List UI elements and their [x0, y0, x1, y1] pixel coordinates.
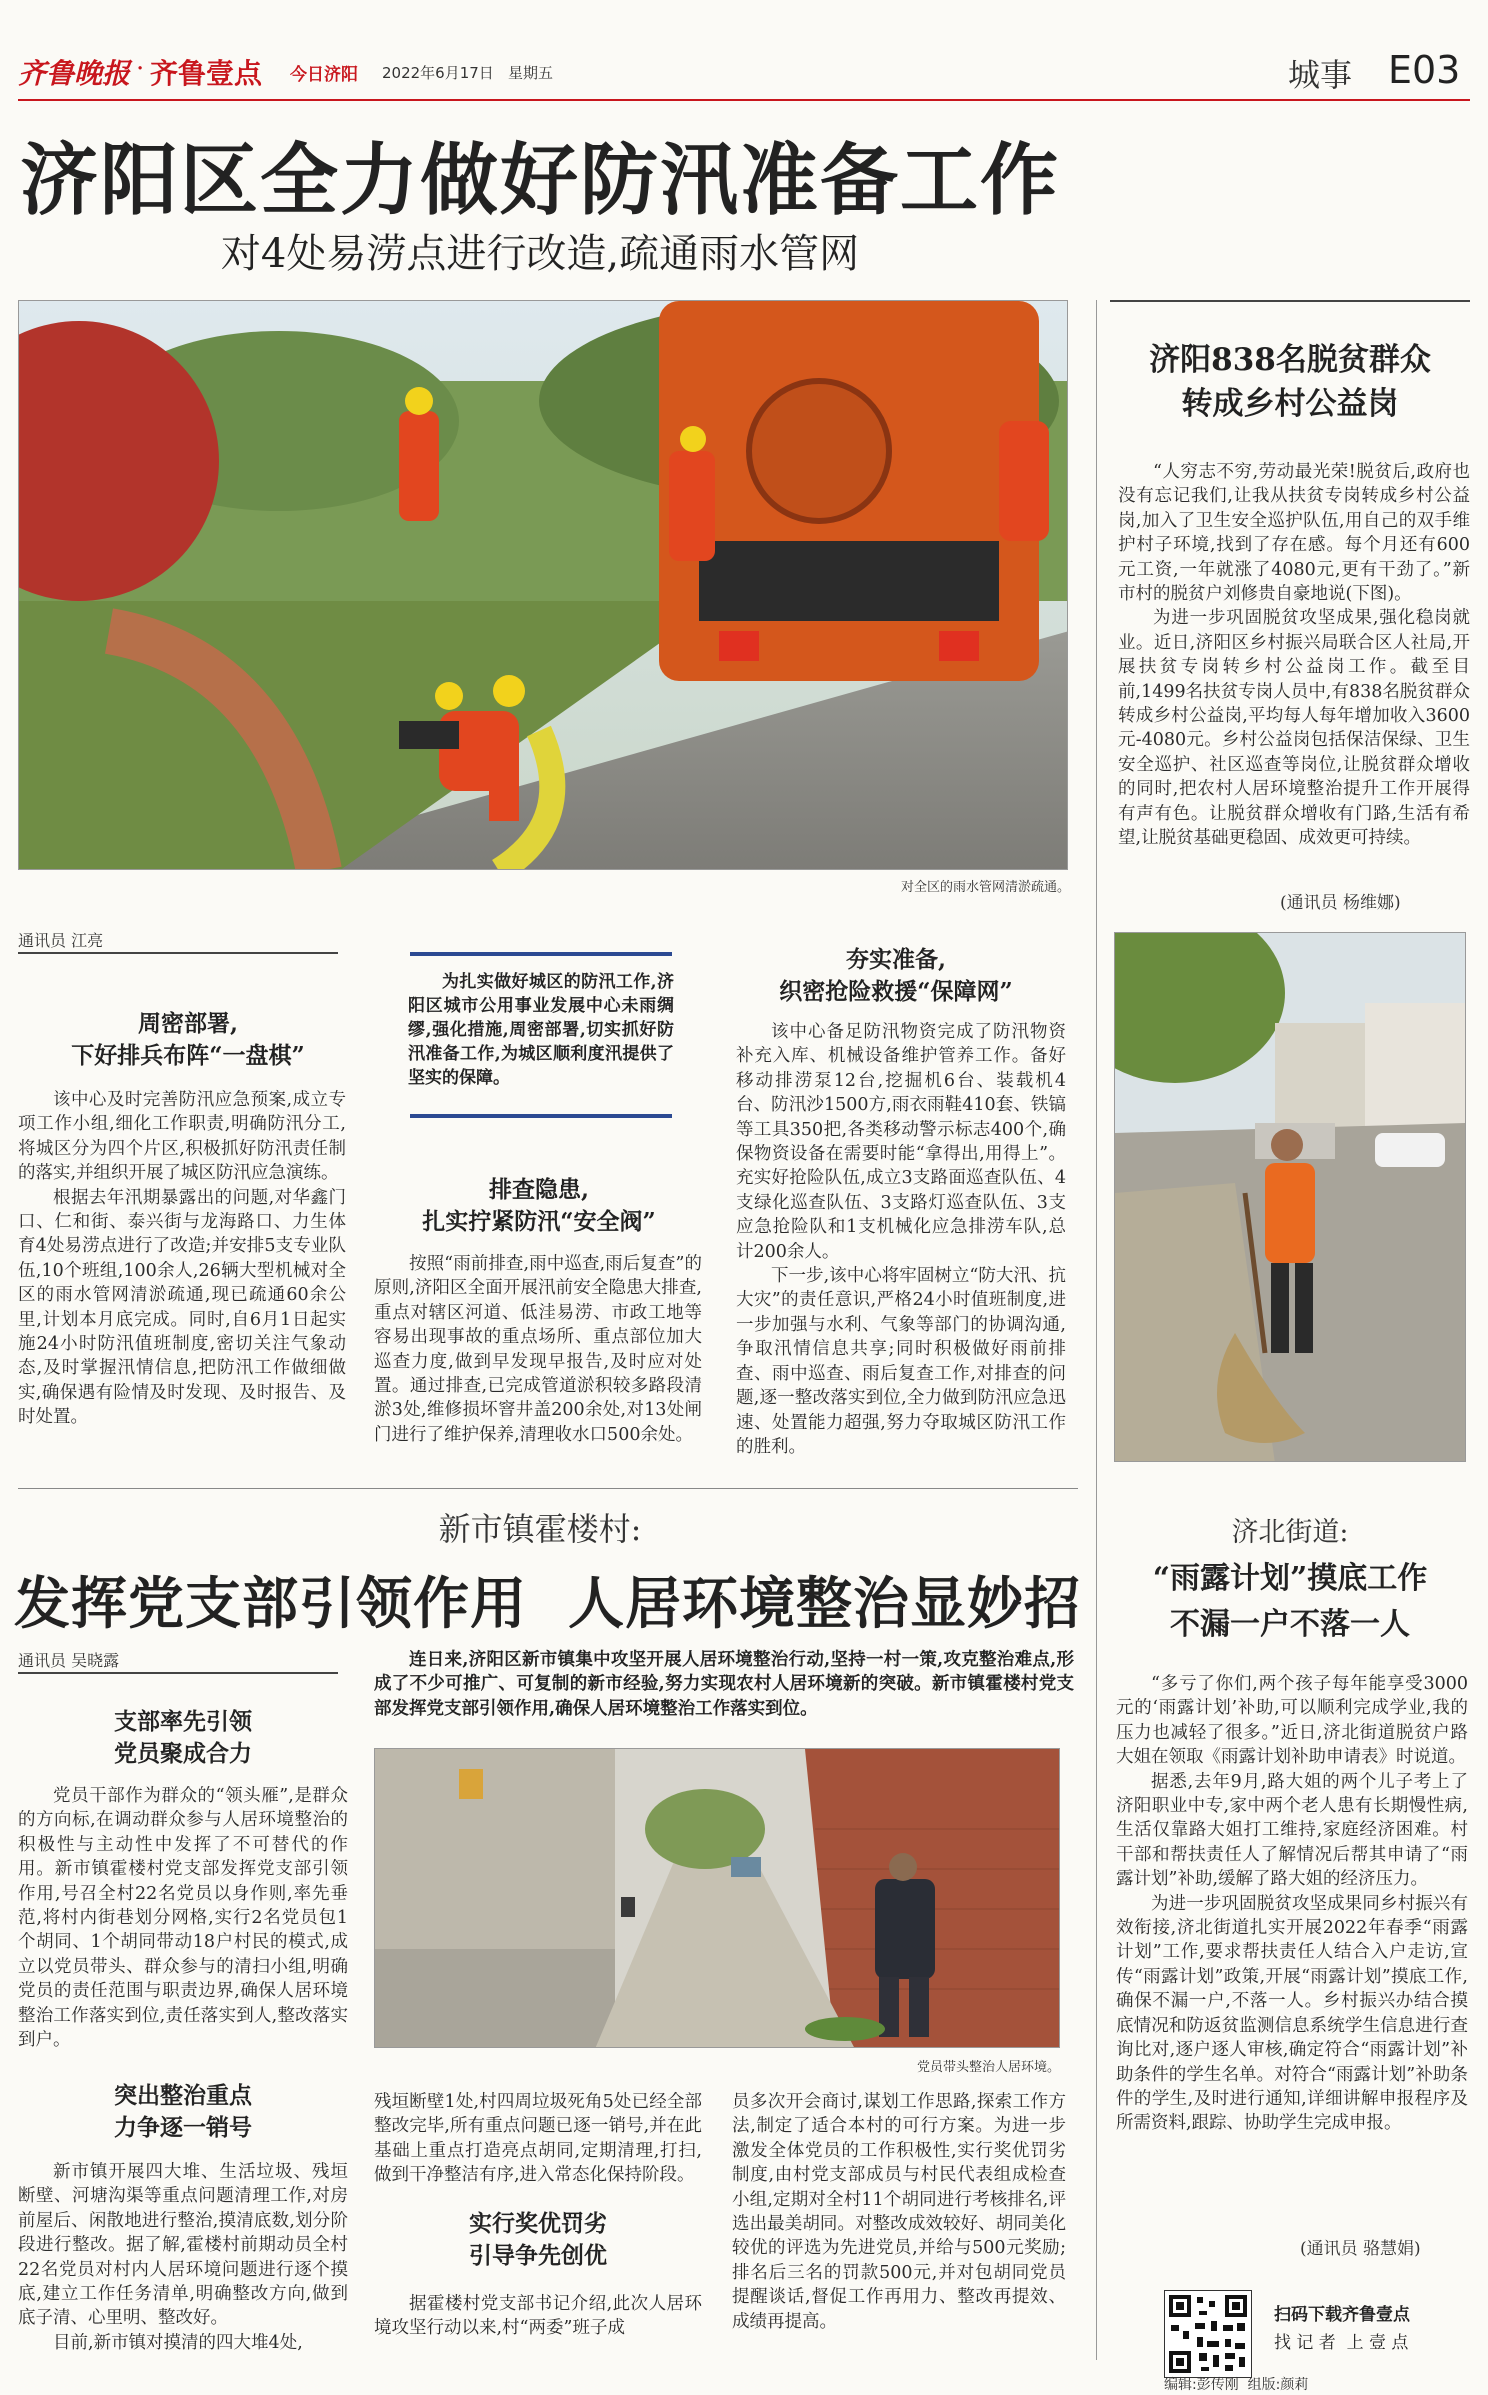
- bottom-sec1-body: [18, 1784, 348, 2052]
- brand-logo: 齐鲁晚报: [18, 57, 131, 90]
- bottom-col3-para: 员多次开会商讨,谋划工作思路,探索工作方法,制定了适合本村的可行方案。为进一步激发全体党员的工作积极性,实行奖优罚劣制度,由村党支部成员与村民代表组成检查小组,定期对全村11个胡同进行考核排名,评选出最美胡同。对整改成效较好、胡同美化较优的评选为先进党员,并给与500元奖励;排名后三名的罚款500元,并对包胡同党员提醒谈话,督促工作再用力、整改再提效、成绩再提高。: [732, 2092, 1066, 2332]
- bottom-sec2-title: [18, 2080, 348, 2144]
- right-bottom-para: 为进一步巩固脱贫攻坚成果同乡村振兴有效衔接,济北街道扎实开展2022年春季“雨露计划”工作,要求帮扶责任人结合入户走访,宣传“雨露计划”政策,开展“雨露计划”摸底工作,确保不漏一户,不落一人。乡村振兴办结合摸底情况和防返贫监测信息系统学生信息进行查询比对,逐户逐人审核,确定符合“雨露计划”补助条件的学生名单。对符合“雨露计划”补助条件的学生,及时进行通知,详细讲解申报程序及所需资料,跟踪、协助学生完成申报。: [1116, 1893, 1468, 2134]
- right-bottom-body: [1116, 1672, 1468, 2136]
- qr-line-1: 扫码下载齐鲁壹点: [1274, 2305, 1410, 2325]
- lead-sec1-para: 根据去年汛期暴露出的问题,对华鑫门口、仁和街、泰兴街与龙海路口、力生体育4处易涝点进行了改造;并安排5支专业队伍,10个班组,100余人,26辆大型机械对全区的雨水管网清淤疏通,现已疏通60余公里,计划本月底完成。同时,自6月1日起实施24小时防汛值班制度,密切关注气象动态,及时掌握汛情信息,把防汛工作做细做实,确保遇有险情及时发现、及时报告、及时处置。: [18, 1187, 346, 1428]
- bottom-photo: [374, 1748, 1060, 2048]
- lead-sec3-para: 下一步,该中心将牢固树立“防大汛、抗大灾”的责任意识,严格24小时值班制度,进一步加强与水利、气象等部门的协调沟通,争取汛情信息共享;同时积极做好雨前排查、雨中巡查、雨后复查工作,对排查的问题,逐一整改落实到位,全力做到防汛应急迅速、处置能力超强,努力夺取城区防汛工作的胜利。: [736, 1266, 1066, 1457]
- lead-sec1-para: 该中心及时完善防汛应急预案,成立专项工作小组,细化工作职责,明确防汛分工,将城区分为四个片区,积极抓好防汛责任制的落实,并组织开展了城区防汛应急演练。: [18, 1090, 346, 1184]
- lead-headline: 济阳区全力做好防汛准备工作: [19, 135, 1060, 226]
- bottom-story-rule: [18, 1488, 1078, 1489]
- bottom-sec2-para: 目前,新市镇对摸清的四大堆4处,: [53, 2332, 303, 2353]
- bottom-headline: 发挥党支部引领作用 人居环境整治显妙招: [14, 1571, 1081, 1637]
- bottom-byline-rule: [18, 1672, 338, 1674]
- lead-sec1-body: [18, 1088, 346, 1430]
- section-name: 城事: [1288, 56, 1353, 94]
- bottom-sec3-title: [374, 2208, 702, 2272]
- lead-sec2-body: [374, 1252, 702, 1447]
- right-top-para: “人穷志不穷,劳动最光荣!脱贫后,政府也没有忘记我们,让我从扶贫专岗转成乡村公益岗,加入了卫生安全巡护队伍,用自己的双手维护村子环境,找到了存在感。每个月还有600元工资,一年就涨了4080元,更有干劲了。”新市村的脱贫户刘修贵自豪地说(下图)。: [1118, 462, 1470, 605]
- right-top-photo: [1114, 932, 1466, 1462]
- bottom-sec1-title-line1: 支部率先引领: [114, 1708, 252, 1735]
- right-bottom-para: “多亏了你们,两个孩子每年能享受3000元的‘雨露计划’补助,可以顺利完成学业,我的压力也减轻了很多。”近日,济北街道脱贫户路大姐在领取《雨露计划补助申请表》时说道。: [1116, 1674, 1468, 1768]
- lead-sec3-title-line2: 织密抢险救援“保障网”: [779, 978, 1013, 1005]
- lead-sec3-para: 该中心备足防汛物资完成了防汛物资补充入库、机械设备维护管养工作。备好移动排涝泵12台,挖掘机6台、装载机4台、防汛沙1500方,雨衣雨鞋410套、铁镐等工具350把,各类移动警示标志400个,确保物资设备在需要时能“拿得出,用得上”。充实好抢险队伍,成立3支路面巡查队伍、4支绿化巡查队伍、3支路灯巡查队伍、3支应急抢险队和1支机械化应急排涝车队,总计200余人。: [736, 1022, 1066, 1262]
- lead-byline: 通讯员 江亮: [18, 931, 104, 950]
- qr-code[interactable]: [1164, 2290, 1252, 2378]
- lead-sec2-title-line2: 扎实拧紧防汛“安全阀”: [422, 1208, 656, 1235]
- bottom-sec3-para: 据霍楼村党支部书记介绍,此次人居环境攻坚行动以来,村“两委”班子成: [374, 2294, 702, 2339]
- lead-byline-rule: [18, 952, 338, 954]
- lead-sec1-title-line2: 下好排兵布阵“一盘棋”: [71, 1042, 305, 1069]
- right-top-byline: (通讯员 杨维娜): [1280, 893, 1401, 913]
- masthead: [18, 48, 1470, 98]
- bottom-sec2-title-line1: 突出整治重点: [114, 2082, 252, 2109]
- lead-sec2-para: 按照“雨前排查,雨中巡查,雨后复查”的原则,济阳区全面开展汛前安全隐患大排查,重点对辖区河道、低洼易涝、市政工地等容易出现事故的重点场所、重点部位加大巡查力度,做到早发现早报告,及时应对处置。通过排查,已完成管道淤积较多路段清淤3处,维修损坏窨井盖200余处,对13处闸门进行了维护保养,清理收水口500余处。: [374, 1254, 702, 1445]
- lead-subhead: 对4处易涝点进行改造,疏通雨水管网: [220, 231, 860, 277]
- lead-sec3-title-line1: 夯实准备,: [845, 946, 946, 973]
- right-top-headline-line1: 济阳838名脱贫群众: [1149, 342, 1431, 378]
- bottom-kicker: 新市镇霍楼村:: [438, 1510, 642, 1548]
- lead-sec2-title-line1: 排查隐患,: [488, 1176, 589, 1203]
- right-bottom-headline-line2: 不漏一户不落一人: [1170, 1607, 1410, 1642]
- issue-date: 2022年6月17日: [382, 64, 494, 82]
- right-bottom-headline-line1: “雨露计划”摸底工作: [1152, 1561, 1428, 1596]
- right-top-headline: [1110, 338, 1470, 426]
- lead-sec2-title: [384, 1174, 694, 1238]
- right-top-para: 为进一步巩固脱贫攻坚成果,强化稳岗就业。近日,济阳区乡村振兴局联合区人社局,开展扶贫专岗转乡村公益岗工作。截至目前,1499名扶贫专岗人员中,有838名脱贫群众转成乡村公益岗,平均每人每年增加收入3600元-4080元。乡村公益岗包括保洁保绿、卫生安全巡护、社区巡查等岗位,让脱贫群众增收的同时,把农村人居环境整治提升工作开展得有声有色。让脱贫群众增收有门路,生活有希望,让脱贫基础更稳固、成效更可持续。: [1118, 608, 1470, 849]
- drainage-work-photo: [19, 301, 1068, 870]
- bottom-byline: 通讯员 吴晓露: [18, 1651, 120, 1670]
- bottom-sec1-title-line2: 党员聚成合力: [114, 1740, 252, 1767]
- bottom-col2-para: 残垣断壁1处,村四周垃圾死角5处已经全部整改完毕,所有重点问题已逐一销号,并在此基础上重点打造亮点胡同,定期清理,打扫,做到干净整洁有序,进入常态化保持阶段。: [374, 2092, 702, 2186]
- bottom-sec2-para: 新市镇开展四大堆、生活垃圾、残垣断壁、河塘沟渠等重点问题清理工作,对房前屋后、闲散地进行整治,摸清底数,划分阶段进行整改。据了解,霍楼村前期动员全村22名党员对村内人居环境问题进行逐个摸底,建立工作任务清单,明确整改方向,做到底子清、心里明、整改好。: [18, 2162, 348, 2329]
- bottom-col3-body: [732, 2090, 1066, 2334]
- right-top-headline-line2: 转成乡村公益岗: [1181, 386, 1399, 422]
- lead-sec3-body: [736, 1020, 1066, 1459]
- lead-photo-caption: 对全区的雨水管网清淤疏通。: [900, 880, 1070, 895]
- bottom-sec3-title-line2: 引导争先创优: [469, 2242, 607, 2269]
- pull-quote-rule-bottom: [410, 1114, 672, 1118]
- issue-weekday: 星期五: [508, 64, 554, 82]
- bottom-sec3-title-line1: 实行奖优罚劣: [469, 2210, 607, 2237]
- pull-quote-rule-top: [410, 952, 672, 956]
- right-top-rule: [1110, 300, 1470, 302]
- right-bottom-headline: [1110, 1556, 1470, 1648]
- right-column-divider: [1096, 300, 1097, 2360]
- bottom-sec3-body: [374, 2292, 702, 2341]
- bottom-col2-body: [374, 2090, 702, 2188]
- brand-logo-2: 齐鲁壹点: [150, 57, 263, 90]
- qr-code-icon: [1165, 2291, 1251, 2377]
- alley-cleanup-photo: [375, 1749, 1060, 2048]
- masthead-rule: [18, 99, 1470, 101]
- right-top-body: [1118, 460, 1470, 851]
- bottom-sec1-title: [18, 1706, 348, 1770]
- editor-credit: 编辑:彭传刚 组版:颜莉: [1164, 2377, 1309, 2393]
- lead-sec1-title-line1: 周密部署,: [137, 1010, 238, 1037]
- edition-name: 今日济阳: [290, 65, 358, 85]
- right-bottom-byline: (通讯员 骆慧娟): [1300, 2239, 1421, 2259]
- sweeping-worker-photo: [1115, 933, 1466, 1462]
- lead-sec3-title: [726, 944, 1066, 1008]
- brand-dot: ·: [136, 54, 145, 84]
- bottom-photo-caption: 党员带头整治人居环境。: [916, 2060, 1060, 2075]
- bottom-sec2-body: [18, 2160, 348, 2355]
- bottom-sec1-para: 党员干部作为群众的“领头雁”,是群众的方向标,在调动群众参与人居环境整治的积极性与主动性中发挥了不可替代的作用。新市镇霍楼村党支部发挥党支部引领作用,号召全村22名党员以身作则,率先垂范,将村内街巷划分网格,实行2名党员包1个胡同、1个胡同带动18户村民的模式,成立以党员带头、群众参与的清扫小组,明确党员的责任范围与职责边界,确保人居环境整治工作落实到位,责任落实到人,整改落实到户。: [18, 1786, 348, 2051]
- bottom-sec2-title-line2: 力争逐一销号: [114, 2114, 252, 2141]
- bottom-lead-para: 连日来,济阳区新市镇集中攻坚开展人居环境整治行动,坚持一村一策,攻克整治难点,形成了不少可推广、可复制的新市经验,努力实现农村人居环境新的突破。新市镇霍楼村党支部发挥党支部引领作用,确保人居环境整治工作落实到位。: [374, 1650, 1074, 1719]
- lead-photo: [18, 300, 1068, 870]
- qr-line-2: 找 记 者 上 壹 点: [1274, 2333, 1409, 2353]
- lead-sec1-title: [18, 1008, 358, 1072]
- pull-quote: 为扎实做好城区的防汛工作,济阳区城市公用事业发展中心未雨绸缪,强化措施,周密部署,切实抓好防汛准备工作,为城区顺利度汛提供了坚实的保障。: [408, 972, 674, 1088]
- page-number: E03: [1388, 48, 1461, 92]
- right-bottom-kicker: 济北街道:: [1231, 1517, 1349, 1548]
- right-bottom-para: 据悉,去年9月,路大姐的两个儿子考上了济阳职业中专,家中两个老人患有长期慢性病,生活仅靠路大姐打工维持,家庭经济困难。村干部和帮扶责任人了解情况后帮其申请了“雨露计划”补助,缓解了路大姐的经济压力。: [1116, 1771, 1468, 1890]
